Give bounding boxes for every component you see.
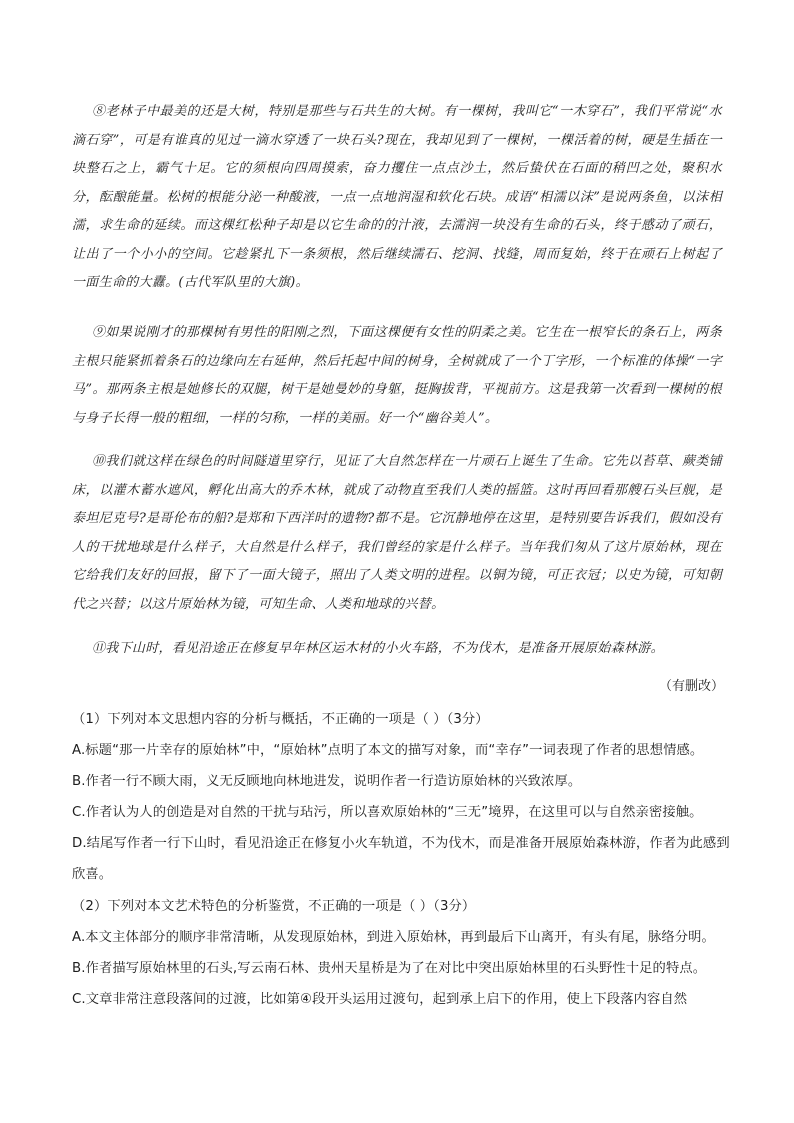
question-1-option-a: A.标题“那一片幸存的原始林”中，“原始林”点明了本文的描写对象，而“幸存”一词表现了作者的思想情感。	[72, 743, 704, 758]
question-2-stem: （2）下列对本文艺术特色的分析鉴赏，不正确的一项是（ ）（3分）	[72, 899, 476, 914]
question-1-stem: （1）下列对本文思想内容的分析与概括，不正确的一项是（ ）（3分）	[72, 712, 489, 727]
source-note: （有删改）	[658, 679, 724, 694]
passage-paragraph-9: ⑨如果说刚才的那棵树有男性的阳刚之烈，下面这棵便有女性的阴柔之美。它生在一根窄长的条石上，两条主根只能紧抓着条石的边缘向左右延伸，然后托起中间的树身，全树就成了一个丁字形，一个标准的体操“一字马”。那两条主根是她修长的双腿，树干是她曼妙的身躯，挺胸拔背，平视前方。这是我第一次看到一棵树的根与身子长得一般的粗细，一样的匀称，一样的美丽。好一个“幽谷美人”。	[72, 325, 722, 426]
passage-paragraph-10: ⑩我们就这样在绿色的时间隧道里穿行，见证了大自然怎样在一片顽石上诞生了生命。它先以苔草、蕨类铺床，以灌木蓄水遮风，孵化出高大的乔木林，就成了动物直至我们人类的摇篮。这时再回看那艘石头巨舰，是泰坦尼克号?是哥伦布的船?是郑和下西洋时的遗物?都不是。它沉静地停在这里，是特别要告诉我们，假如没有人的干扰地球是什么样子，大自然是什么样子，我们曾经的家是什么样子。当年我们匆从了这片原始林，现在它给我们友好的回报，留下了一面大镜子，照出了人类文明的进程。以铜为镜，可正衣冠；以史为镜，可知朝代之兴替；以这片原始林为镜，可知生命、人类和地球的兴替。	[72, 454, 722, 612]
question-1-option-d: D.结尾写作者一行下山时，看见沿途正在修复小火车轨道，不为伐木，而是准备开展原始森林游，作者为此感到欣喜。	[72, 836, 730, 882]
passage-paragraph-11: ⑪我下山时，看见沿途正在修复早年林区运木材的小火车路，不为伐木，是准备开展原始森林游。	[92, 641, 664, 656]
question-1-option-c: C.作者认为人的创造是对自然的干扰与玷污，所以喜欢原始林的“三无”境界，在这里可以与自然亲密接触。	[72, 805, 703, 820]
question-2-option-b: B.作者描写原始林里的石头,写云南石林、贵州天星桥是为了在对比中突出原始林里的石头野性十足的特点。	[72, 961, 707, 976]
passage-paragraph-8: ⑧老林子中最美的还是大树，特别是那些与石共生的大树。有一棵树，我叫它“一木穿石”，我们平常说“水滴石穿”，可是有谁真的见过一滴水穿透了一块石头?现在，我却见到了一棵树，一棵活着的树，硬是生插在一块整石之上，霸气十足。它的须根向四周摸索，奋力攫住一点点沙土，然后蛰伏在石面的稍凹之处，聚积水分，酝酿能量。松树的根能分泌一种酸液，一点一点地润湿和软化石块。成语“相濡以沫”是说两条鱼，以沫相濡，求生命的延续。而这棵红松种子却是以它生命的的汁液，去濡润一块没有生命的石头，终于感动了顽石，让出了一个小小的空间。它趁紧扎下一条须根，然后继续濡石、挖洞、找缝，周而复始，终于在顽石上树起了一面生命的大纛。(古代军队里的大旗)。	[72, 104, 722, 290]
question-1-option-b: B.作者一行不顾大雨，义无反顾地向林地进发，说明作者一行造访原始林的兴致浓厚。	[72, 774, 582, 789]
question-2-option-c: C.文章非常注意段落间的过渡，比如第④段开头运用过渡句，起到承上启下的作用，使上下段落内容自然	[72, 992, 688, 1007]
question-2-option-a: A.本文主体部分的顺序非常清晰，从发现原始林，到进入原始林，再到最后下山离开，有头有尾，脉络分明。	[72, 930, 715, 945]
